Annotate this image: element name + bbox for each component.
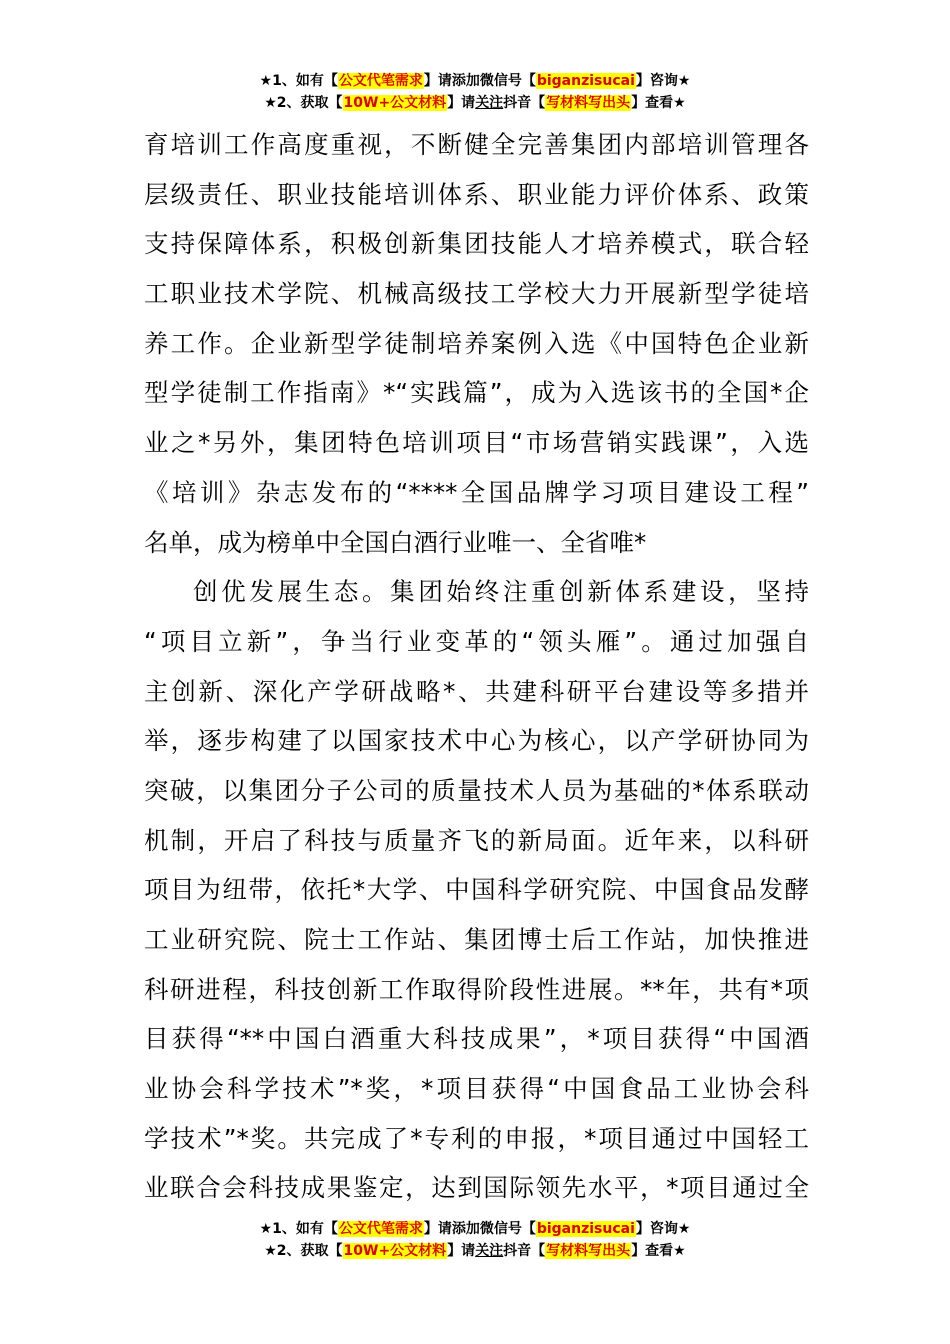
body-line: 主创新、深化产学研战略*、共建科研平台建设等多措并 bbox=[144, 676, 809, 706]
body-line: 突破，以集团分子公司的质量技术人员为基础的*体系联动 bbox=[144, 775, 809, 805]
banner-highlight: 公文代笔需求 bbox=[338, 73, 423, 89]
banner-line-1 bbox=[0, 1218, 950, 1240]
banner-highlight: 10W+公文材料 bbox=[343, 95, 447, 111]
banner-line-1 bbox=[0, 70, 950, 92]
body-line: 科研进程，科技创新工作取得阶段性进展。**年，共有*项 bbox=[144, 974, 809, 1004]
body-line: 举，逐步构建了以国家技术中心为核心，以产学研协同为 bbox=[144, 726, 809, 756]
header-banner bbox=[0, 70, 950, 114]
body-line: 养工作。企业新型学徒制培养案例入选《中国特色企业新 bbox=[144, 328, 809, 358]
banner-text: 】咨询★ bbox=[635, 1221, 691, 1237]
banner-underlined-text: 关注 bbox=[475, 1243, 504, 1259]
banner-text: ★2、获取【 bbox=[264, 1243, 343, 1259]
banner-text: ★1、如有【 bbox=[259, 73, 338, 89]
banner-text: 】查看★ bbox=[631, 1243, 686, 1259]
body-line: 工业研究院、院士工作站、集团博士后工作站，加快推进 bbox=[144, 925, 809, 954]
banner-highlight: biganzisucai bbox=[536, 1221, 635, 1237]
banner-text: 】请添加微信号【 bbox=[423, 1221, 536, 1237]
paragraph-start-line: 创优发展生态。集团始终注重创新体系建设，坚持 bbox=[193, 577, 809, 607]
body-line: 《培训》杂志发布的“****全国品牌学习项目建设工程” bbox=[144, 477, 809, 507]
body-line: 项目为纽带，依托*大学、中国科学研究院、中国食品发酵 bbox=[144, 875, 809, 905]
banner-text: 】请添加微信号【 bbox=[423, 73, 536, 89]
document-body bbox=[144, 120, 809, 1213]
banner-highlight: 写材料写出头 bbox=[546, 95, 631, 111]
body-line: 业协会科学技术”*奖，*项目获得“中国食品工业协会科 bbox=[144, 1074, 809, 1104]
banner-text: 】咨询★ bbox=[635, 73, 691, 89]
body-line: 层级责任、职业技能培训体系、职业能力评价体系、政策 bbox=[144, 179, 809, 209]
footer-banner bbox=[0, 1218, 950, 1262]
body-line: 名单，成为榜单中全国白酒行业唯一、全省唯* bbox=[144, 527, 647, 557]
banner-text: 】请 bbox=[447, 95, 476, 111]
banner-highlight: 写材料写出头 bbox=[546, 1243, 631, 1259]
body-line: 育培训工作高度重视，不断健全完善集团内部培训管理各 bbox=[144, 130, 809, 159]
body-line: 机制，开启了科技与质量齐飞的新局面。近年来，以科研 bbox=[144, 825, 809, 855]
banner-line-2 bbox=[0, 92, 950, 114]
banner-text: ★2、获取【 bbox=[264, 95, 343, 111]
banner-text: 】请 bbox=[447, 1243, 476, 1259]
body-line: 业之*另外，集团特色培训项目“市场营销实践课”，入选 bbox=[144, 428, 809, 458]
banner-highlight: biganzisucai bbox=[536, 73, 635, 89]
body-line: 目获得“**中国白酒重大科技成果”，*项目获得“中国酒 bbox=[144, 1024, 809, 1054]
banner-highlight: 10W+公文材料 bbox=[343, 1243, 447, 1259]
banner-text: 抖音【 bbox=[503, 1243, 546, 1259]
body-line: 支持保障体系，积极创新集团技能人才培养模式，联合轻 bbox=[144, 229, 809, 259]
body-line: 工职业技术学院、机械高级技工学校大力开展新型学徒培 bbox=[144, 279, 809, 309]
banner-text: 】查看★ bbox=[631, 95, 686, 111]
banner-text: ★1、如有【 bbox=[259, 1221, 338, 1237]
banner-underlined-text: 关注 bbox=[475, 95, 504, 111]
body-line: 业联合会科技成果鉴定，达到国际领先水平，*项目通过全 bbox=[144, 1173, 809, 1203]
banner-text: 抖音【 bbox=[503, 95, 546, 111]
body-line: 学技术”*奖。共完成了*专利的申报，*项目通过中国轻工 bbox=[144, 1123, 809, 1153]
banner-line-2 bbox=[0, 1240, 950, 1262]
body-line: “项目立新”，争当行业变革的“领头雁”。通过加强自 bbox=[144, 626, 809, 656]
banner-highlight: 公文代笔需求 bbox=[338, 1221, 423, 1237]
body-line: 型学徒制工作指南》*“实践篇”，成为入选该书的全国*企 bbox=[144, 378, 809, 408]
